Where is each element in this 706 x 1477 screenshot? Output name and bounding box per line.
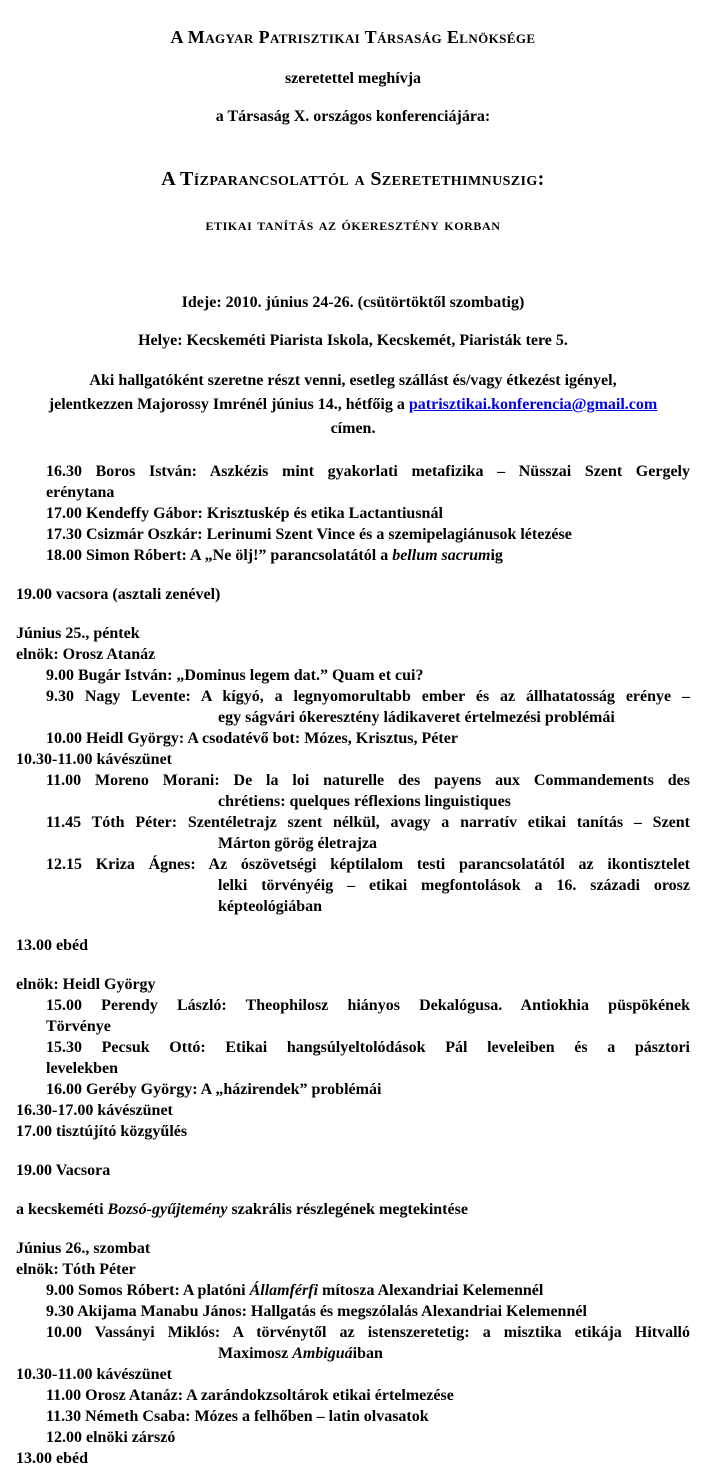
session-line-pecsuk-2: levelekben	[46, 1060, 118, 1077]
session-line-pecsuk-1: 15.30 Pecsuk Ottó: Etikai hangsúlyeltolódások Pál leveleiben és a pásztori	[46, 1039, 690, 1056]
session-line-toth-2: Márton görög életrajza	[218, 835, 378, 852]
session-simon-suffix: ig	[490, 547, 503, 564]
registration-line-2	[16, 393, 690, 417]
meal-line-lunch-day3: 13.00 ebéd	[16, 1450, 88, 1467]
closing-remarks-line: 12.00 elnöki zárszó	[46, 1429, 176, 1446]
meal-line-lunch-day2: 13.00 ebéd	[16, 937, 88, 954]
session-line-kriza-2: lelki törvényéig – etikai megfontolások a 16. századi orosz	[218, 877, 690, 894]
collection-visit-text: a kecskeméti	[16, 1201, 108, 1218]
session-line-vassanyi-1: 10.00 Vassányi Miklós: A törvénytől az istenszeretetig: a misztika etikája Hitvalló	[46, 1324, 690, 1341]
collection-visit-suffix: szakrális részlegének megtekintése	[227, 1201, 468, 1218]
collection-visit-line	[16, 1199, 690, 1220]
session-line-nagy-2: egy ságvári ókeresztény ládikaveret értelmezési problémái	[218, 709, 615, 726]
session-line-kriza-1: 12.15 Kriza Ágnes: Az ószövetségi képtilalom testi parancsolatától az ikontisztelet	[46, 856, 690, 873]
venue-line: Helye: Kecskeméti Piarista Iskola, Kecskemét, Piaristák tere 5.	[138, 332, 568, 349]
session-line-somos	[46, 1280, 690, 1301]
session-vassanyi-italic-title: Ambiguá	[292, 1345, 353, 1362]
session-vassanyi-suffix: iban	[352, 1345, 383, 1362]
session-line-moreno-2: chrétiens: quelques réflexions linguistiques	[218, 793, 511, 810]
date-line: Ideje: 2010. június 24-26. (csütörtöktől szombatig)	[181, 294, 525, 311]
session-line-moreno-1: 11.00 Moreno Morani: De la loi naturelle des payens aux Commandements des	[46, 772, 690, 789]
session-line-simon	[46, 545, 690, 566]
session-somos-suffix: mítosza Alexandriai Kelemennél	[318, 1282, 544, 1299]
session-line-boros-1: 16.30 Boros István: Aszkézis mint gyakorlati metafizika – Nüsszai Szent Gergely	[46, 463, 690, 480]
registration-line-3: címen.	[330, 420, 376, 437]
conference-title: A Tízparancsolattól a Szeretethimnuszig:	[161, 168, 545, 190]
registration-paragraph	[16, 369, 690, 441]
session-line-bugar: 9.00 Bugár István: „Dominus legem dat.” Quam et cui?	[46, 667, 424, 684]
session-line-akijama: 9.30 Akijama Manabu János: Hallgatás és megszólalás Alexandriai Kelemennél	[46, 1303, 587, 1320]
session-simon-text: 18.00 Simon Róbert: A „Ne ölj!” parancsolatától a	[46, 547, 393, 564]
session-somos-text: 9.00 Somos Róbert: A platóni	[46, 1282, 250, 1299]
session-somos-italic-title: Államférfi	[249, 1282, 319, 1299]
day-heading-saturday: Június 26., szombat	[16, 1240, 151, 1257]
invite-line: szeretettel meghívja	[284, 70, 422, 87]
session-line-toth-1: 11.45 Tóth Péter: Szentéletrajz szent nélkül, avagy a narratív etikai tanítás – Szent	[46, 814, 690, 831]
chair-line-morning: elnök: Orosz Atanáz	[16, 646, 156, 663]
meal-line-dinner-day1: 19.00 vacsora (asztali zenével)	[16, 586, 221, 603]
assembly-line: 17.00 tisztújító közgyűlés	[16, 1123, 188, 1140]
break-line-coffee-3: 10.30-11.00 kávészünet	[16, 1366, 172, 1383]
session-line-kendeffy: 17.00 Kendeffy Gábor: Krisztuskép és etika Lactantiusnál	[46, 505, 443, 522]
chair-line-saturday: elnök: Tóth Péter	[16, 1261, 136, 1278]
occasion-line: a Társaság X. országos konferenciájára:	[215, 108, 491, 125]
break-line-coffee-2: 16.30-17.00 kávészünet	[16, 1102, 173, 1119]
session-line-kriza-3: képteológiában	[218, 898, 323, 915]
meal-line-dinner-day2: 19.00 Vacsora	[16, 1162, 111, 1179]
break-line-coffee-1: 10.30-11.00 kávészünet	[16, 751, 172, 768]
collection-italic-name: Bozsó-gyűjtemény	[107, 1201, 228, 1218]
conference-subtitle: etikai tanítás az ókeresztény korban	[205, 215, 501, 234]
session-line-perendy-1: 15.00 Perendy László: Theophilosz hiányos Dekalógusa. Antiokhia püspökének	[46, 997, 690, 1014]
email-link[interactable]: patrisztikai.konferencia@gmail.com	[408, 396, 658, 413]
session-line-orosz: 11.00 Orosz Atanáz: A zarándokzsoltárok etikai értelmezése	[46, 1387, 454, 1404]
session-line-nagy-1: 9.30 Nagy Levente: A kígyó, a legnyomorultabb ember és az állhatatosság erénye –	[46, 688, 690, 705]
session-line-boros-2: erénytana	[46, 484, 115, 501]
registration-line-1: Aki hallgatóként szeretne részt venni, esetleg szállást és/vagy étkezést igényel,	[89, 372, 617, 389]
day-heading-friday: Június 25., péntek	[16, 625, 140, 642]
session-vassanyi-text: Maximosz	[218, 1345, 293, 1362]
session-line-vassanyi-2	[218, 1343, 690, 1364]
session-line-nemeth: 11.30 Németh Csaba: Mózes a felhőben – latin olvasatok	[46, 1408, 429, 1425]
session-line-perendy-2: Törvénye	[46, 1018, 111, 1035]
chair-line-afternoon: elnök: Heidl György	[16, 976, 156, 993]
session-line-heidl: 10.00 Heidl György: A csodatévő bot: Mózes, Krisztus, Péter	[46, 730, 458, 747]
session-line-gereby: 16.00 Geréby György: A „házirendek” problémái	[46, 1081, 382, 1098]
session-simon-italic-title: bellum sacrum	[392, 547, 491, 564]
session-line-csizmar: 17.30 Csizmár Oszkár: Lerinumi Szent Vince és a szemipelagiánusok létezése	[46, 526, 572, 543]
organization-name: A Magyar Patrisztikai Társaság Elnöksége	[170, 27, 536, 47]
registration-line-2-text: jelentkezzen Majorossy Imrénél június 14., hétfőig a	[48, 396, 409, 413]
